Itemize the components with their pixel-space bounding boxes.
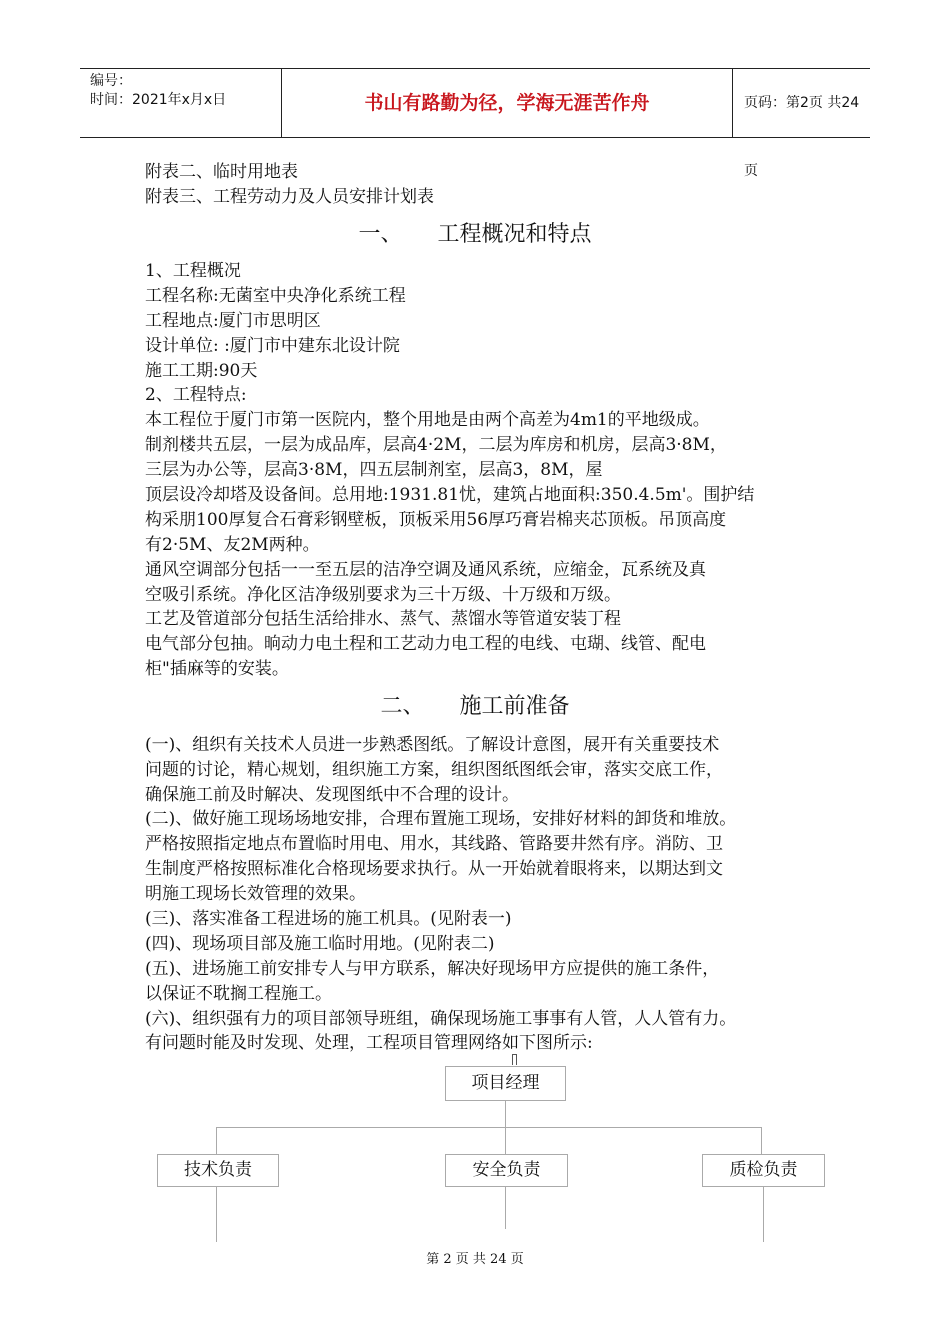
paragraph-line: 2、工程特点:	[145, 385, 247, 405]
paragraph-line: 顶层设冷却塔及设备间。总用地:1931.81忧，建筑占地面积:350.4.5m'。围护结	[145, 485, 755, 505]
paragraph-line: 工艺及管道部分包括生活给排水、蒸气、蒸馏水等管道安装丁程	[145, 609, 621, 629]
text-cursor-glyph	[512, 1054, 517, 1065]
paragraph-line: 问题的讨论，精心规划，组织施工方案，组织图纸图纸会审，落实交底工作，	[145, 760, 723, 780]
org-connector	[761, 1127, 762, 1154]
paragraph-line: 通风空调部分包括一一至五层的洁净空调及通风系统，应缩金，瓦系统及真	[145, 560, 706, 580]
paragraph-line: 电气部分包抽。晌动力电土程和工艺动力电工程的电线、屯瑚、线管、配电	[145, 634, 706, 654]
paragraph-line: 生制度严格按照标准化合格现场要求执行。从一开始就着眼将来，以期达到文	[145, 859, 723, 879]
header-motto: 书山有路勤为径，学海无涯苦作舟	[282, 69, 733, 137]
paragraph-line: 严格按照指定地点布置临时用电、用水，其线路、管路要井然有序。消防、卫	[145, 834, 723, 854]
paragraph-line: (二)、做好施工现场场地安排，合理布置施工现场，安排好材料的卸货和堆放。	[145, 809, 737, 829]
org-node-technical: 技术负责	[157, 1154, 279, 1187]
org-connector	[216, 1187, 217, 1242]
org-node-safety: 安全负责	[445, 1154, 568, 1187]
paragraph-line: (六)、组织强有力的项目部领导班组，确保现场施工事事有人管，人人管有力。	[145, 1009, 737, 1029]
org-connector	[763, 1187, 764, 1242]
section-title: 二、 施工前准备	[380, 694, 570, 719]
paragraph-line: 施工工期:90天	[145, 361, 258, 381]
header-page-code: 页码：第2页 共24页	[744, 95, 860, 179]
org-node-quality: 质检负责	[702, 1154, 825, 1187]
org-node-project-manager: 项目经理	[445, 1066, 566, 1101]
paragraph-line: 有2·5M、友2M两种。	[145, 535, 320, 555]
paragraph-line: (五)、进场施工前安排专人与甲方联系，解决好现场甲方应提供的施工条件，	[145, 959, 720, 979]
paragraph-line: 工程名称:无菌室中央净化系统工程	[145, 286, 406, 306]
paragraph-line: (四)、现场项目部及施工临时用地。(见附表二)	[145, 934, 495, 954]
appendix-line: 附表二、临时用地表	[145, 162, 298, 182]
paragraph-line: (一)、组织有关技术人员进一步熟悉图纸。了解设计意图，展开有关重要技术	[145, 735, 720, 755]
section-title: 一、 工程概况和特点	[358, 222, 592, 247]
paragraph-line: 空吸引系统。净化区洁净级别要求为三十万级、十万级和万级。	[145, 585, 621, 605]
paragraph-line: 三层为办公等，层高3·8M，四五层制剂室，层高3，8M，屋	[145, 460, 603, 480]
paragraph-line: 构采朋100厚复合石膏彩钢壁板，顶板采用56厚巧膏岩棉夹芯顶板。吊顶高度	[145, 510, 727, 530]
paragraph-line: 以保证不耽搁工程施工。	[145, 984, 332, 1004]
paragraph-line: 本工程位于厦门市第一医院内，整个用地是由两个高差为4m1的平地级成。	[145, 410, 710, 430]
paragraph-line: (三)、落实准备工程进场的施工机具。(见附表一)	[145, 909, 512, 929]
org-connector	[505, 1127, 506, 1154]
date-label: 时间：2021年x月x日	[90, 92, 227, 108]
org-connector	[216, 1127, 761, 1128]
appendix-line: 附表三、工程劳动力及人员安排计划表	[145, 187, 434, 207]
paragraph-line: 明施工现场长效管理的效果。	[145, 884, 366, 904]
paragraph-line: 确保施工前及时解决、发现图纸中不合理的设计。	[145, 785, 519, 805]
org-connector	[505, 1187, 506, 1229]
paragraph-line: 设计单位: :厦门市中建东北设计院	[145, 336, 400, 356]
paragraph-line: 柜"插麻等的安装。	[145, 659, 289, 679]
header-meta	[80, 69, 282, 137]
paragraph-line: 工程地点:厦门市思明区	[145, 311, 321, 331]
paragraph-line: 有问题时能及时发现、处理，工程项目管理网络如下图所示:	[145, 1033, 593, 1053]
number-label: 编号：	[90, 73, 132, 89]
paragraph-line: 1、工程概况	[145, 261, 241, 281]
org-connector	[216, 1127, 217, 1154]
page-footer: 第 2 页 共 24 页	[426, 1252, 524, 1267]
org-connector	[505, 1101, 506, 1127]
paragraph-line: 制剂楼共五层，一层为成品库，层高4·2M，二层为库房和机房，层高3·8M，	[145, 435, 727, 455]
